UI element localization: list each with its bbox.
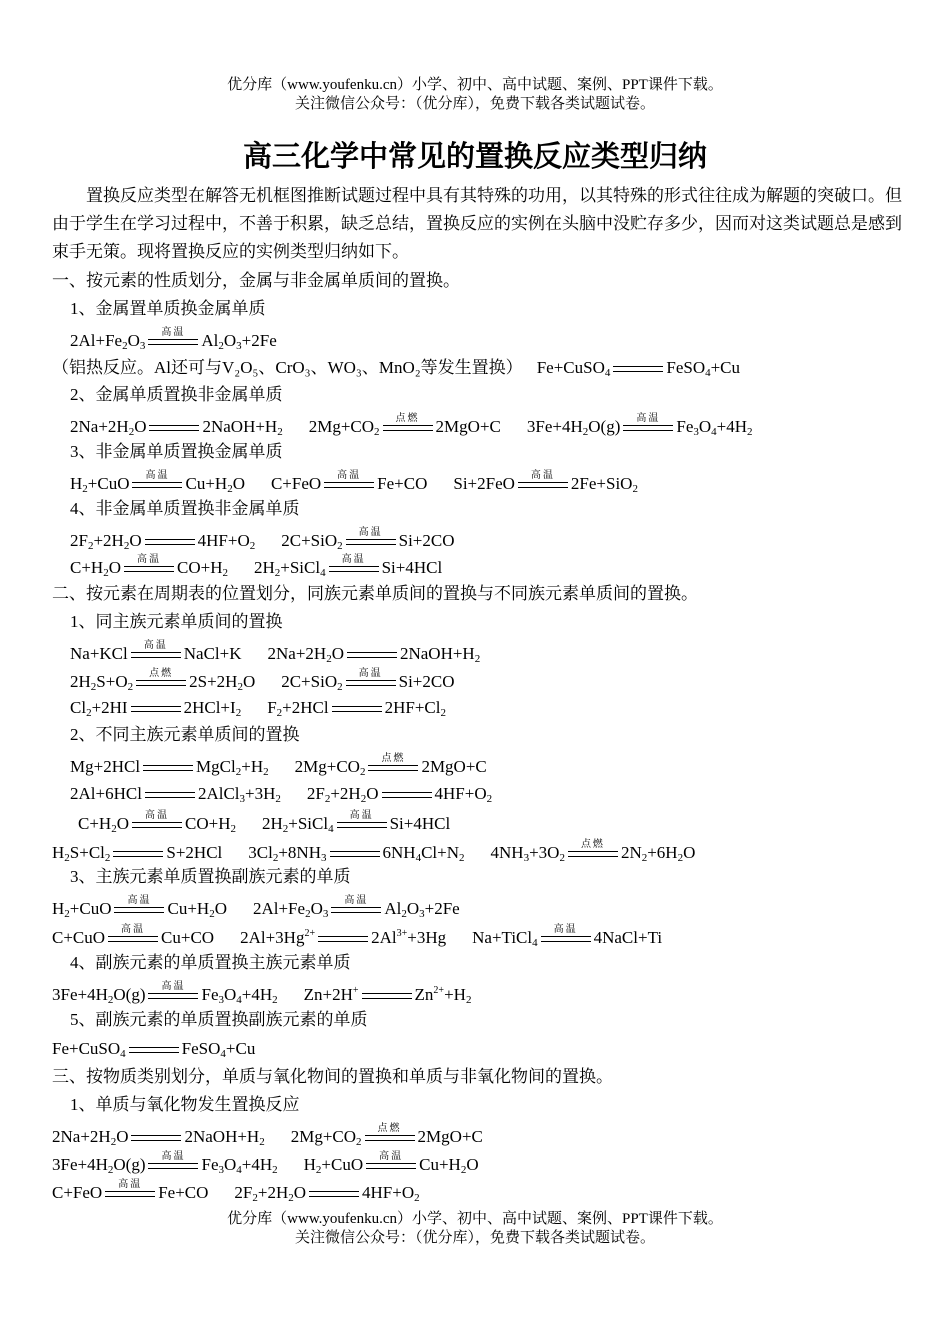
chemical-equation: [70, 668, 256, 693]
equation-products: $2HCl+I_2$: [183, 698, 242, 719]
chemical-equation: [294, 753, 487, 778]
equation-row: [52, 839, 696, 864]
chemical-equation: [268, 643, 481, 665]
chemical-equation: [70, 697, 241, 719]
reaction-condition: 高温: [344, 895, 369, 906]
equation-products: $Cu+H_2O$: [185, 474, 245, 495]
equation-reactants: $F_2+2HCl$: [267, 698, 329, 719]
chemical-equation: [308, 413, 501, 438]
reaction-condition: 高温: [161, 327, 186, 338]
chemical-equation: [52, 1151, 278, 1176]
chemical-equation: [52, 842, 222, 864]
equation-reactants: C+FeO: [52, 1183, 103, 1202]
chemical-equation: [307, 783, 492, 805]
equation-reactants: Fe+CuSO$_4$: [536, 358, 611, 379]
equation-reactants: $2Al+Fe_2O_3$: [70, 331, 146, 352]
equation-products: S+2HCl: [166, 843, 223, 862]
equation-products: $Al_2O_3+2Fe$: [201, 331, 277, 352]
equation-products: FeSO$_4$+Cu: [666, 358, 741, 379]
subsection-heading: 2、不同主族元素单质间的置换: [70, 725, 300, 744]
equation-products: $2NaOH+H_2$: [399, 644, 481, 665]
chemical-equation: [453, 470, 638, 495]
equation-reactants: 2C+SiO$_2$: [281, 672, 343, 693]
equation-products: 2MgO+C: [421, 757, 487, 776]
chemical-equation: [52, 1126, 265, 1148]
equation-products: Si+2CO: [398, 672, 455, 691]
reaction-condition: 高温: [145, 470, 170, 481]
chemical-equation: [234, 1182, 419, 1204]
chemical-equation: [472, 924, 663, 949]
equation-reactants: $2F_2+2H_2O$: [306, 784, 379, 805]
equation-products: 4NaCl+Ti: [593, 928, 663, 947]
equals-sign: [148, 981, 198, 1006]
chemical-equation: [70, 416, 283, 438]
equation-row: [52, 327, 277, 352]
equation-products: $2N_2+6H_2O$: [620, 843, 696, 864]
equals-sign: [309, 1182, 359, 1204]
reaction-condition: 高温: [358, 668, 383, 679]
equation-products: $Zn^{2+}+H_2$: [414, 985, 472, 1006]
equation-products: Si+4HCl: [389, 814, 451, 833]
equals-sign: [329, 554, 379, 579]
equation-products: Si+2CO: [398, 531, 455, 550]
equation-products: FeSO$_4$+Cu: [181, 1039, 256, 1060]
chemical-equation: [52, 1038, 255, 1060]
equation-row: [52, 981, 472, 1006]
equation-products: Fe+CO: [158, 1183, 209, 1202]
equation-reactants: $H_2+CuO$: [303, 1155, 364, 1176]
equals-sign: [366, 1151, 416, 1176]
chemical-equation: [267, 697, 446, 719]
equals-sign: [330, 842, 380, 864]
reaction-condition: 高温: [136, 554, 161, 565]
equation-products: $2AlCl_3+3H_2$: [197, 784, 281, 805]
equation-products: $MgCl_2+H_2$: [196, 757, 269, 778]
reaction-condition: 高温: [143, 640, 168, 651]
equals-sign: [318, 927, 368, 949]
chemical-equation: [252, 895, 460, 920]
chemical-equation: [537, 357, 740, 379]
equals-sign: [131, 697, 181, 719]
subsection-heading: 1、同主族元素单质间的置换: [70, 612, 283, 631]
chemical-equation: [70, 470, 245, 495]
chemical-equation: [248, 842, 464, 864]
subsection-heading: 5、副族元素的单质置换副族元素的单质: [70, 1010, 368, 1029]
equation-reactants: $2F_2+2H_2O$: [234, 1183, 307, 1204]
equation-reactants: $H_2+CuO$: [70, 474, 130, 495]
equation-reactants: $H_2S+Cl_2$: [52, 843, 111, 864]
equation-reactants: $3Fe+4H_2O(g)$: [52, 985, 146, 1006]
equation-reactants: $3Fe+4H_2O(g)$: [526, 417, 621, 438]
footer-line-2: 关注微信公众号：（优分库），免费下载各类试题试卷。: [294, 1230, 655, 1246]
page-title: 高三化学中常见的置换反应类型归纳: [242, 139, 707, 173]
section-2-heading: 二、按元素在周期表的位置划分，同族元素单质间的置换与不同族元素单质间的置换。: [52, 584, 698, 603]
equation-reactants: Fe+CuSO$_4$: [52, 1039, 126, 1060]
equation-reactants: $2Al+Fe_2O_3$: [252, 899, 329, 920]
footer-line-1: 优分库（www.youfenku.cn）小学、初中、高中试题、案例、PPT课件下载。: [227, 1211, 723, 1227]
equals-sign: [623, 413, 673, 438]
equation-products: $Fe_3O_4+4H_2$: [201, 985, 278, 1006]
equation-reactants: $2Na+2H_2O$: [52, 1127, 129, 1148]
equals-sign: [346, 668, 396, 693]
equals-sign: [332, 697, 382, 719]
chemical-equation: [52, 1179, 209, 1204]
reaction-condition: 高温: [144, 810, 169, 821]
chemical-equation: [52, 981, 278, 1006]
equation-products: $Fe_3O_4+4H_2$: [676, 417, 753, 438]
header-line-2: 关注微信公众号：（优分库），免费下载各类试题试卷。: [294, 96, 655, 112]
chemical-equation: [240, 927, 446, 949]
equation-reactants: $2Mg+CO_2$: [308, 417, 380, 438]
equation-products: $4HF+O_2$: [362, 1183, 420, 1204]
reaction-condition: 高温: [530, 470, 555, 481]
chemical-equation: [52, 924, 215, 949]
equation-products: $2Al^{3+}+3Hg$: [371, 928, 447, 947]
equation-row: [52, 783, 492, 805]
equals-sign: [108, 924, 158, 949]
chemical-equation: [526, 413, 753, 438]
equation-row: [52, 527, 455, 552]
reaction-condition: 高温: [118, 1179, 143, 1190]
chemical-equation: [78, 810, 236, 835]
equals-sign: [114, 895, 164, 920]
subsection-heading: 2、金属单质置换非金属单质: [70, 385, 283, 404]
chemical-equation: [270, 470, 428, 495]
equation-row: [52, 554, 443, 579]
reaction-condition: 点燃: [381, 753, 406, 764]
reaction-condition: 点燃: [377, 1123, 402, 1134]
reaction-condition: 高温: [161, 1151, 186, 1162]
subsection-heading: 3、非金属单质置换金属单质: [70, 442, 283, 461]
equation-products: $CO+H_2$: [184, 814, 236, 835]
subsection-heading: 3、主族元素单质置换副族元素的单质: [70, 867, 351, 886]
page-header: [0, 76, 950, 114]
note-text: （铝热反应。Al还可与V₂O₅、CrO₃、WO₃、MnO₂等发生置换）: [52, 358, 523, 377]
reaction-condition: 高温: [341, 554, 366, 565]
chemical-equation: [253, 554, 443, 579]
equals-sign: [324, 470, 374, 495]
equation-reactants: Mg+2HCl: [70, 757, 141, 776]
reaction-condition: 高温: [379, 1151, 404, 1162]
chemical-equation: [70, 783, 281, 805]
equals-sign: [518, 470, 568, 495]
equals-sign: [131, 640, 181, 665]
reaction-condition: 高温: [553, 924, 578, 935]
equation-reactants: $H_2+CuO$: [52, 899, 112, 920]
equation-reactants: C+FeO: [270, 474, 322, 493]
equation-row: [52, 640, 481, 665]
equation-reactants: $2Na+2H_2O$: [70, 417, 147, 438]
chemical-equation: [70, 327, 277, 352]
equation-row: [52, 413, 753, 438]
equals-sign: [331, 895, 381, 920]
equation-reactants: $2F_2+2H_2O$: [70, 531, 142, 552]
equation-reactants: $2Na+2H_2O$: [267, 644, 344, 665]
equation-row: [52, 697, 446, 719]
equation-products: $6NH_4Cl+N_2$: [382, 843, 465, 864]
equation-row: [52, 1151, 479, 1176]
equation-products: $2HF+Cl_2$: [384, 698, 446, 719]
equation-products: $4HF+O_2$: [197, 531, 256, 552]
equation-row: [52, 357, 740, 379]
equals-sign: [149, 416, 199, 438]
subsection-heading: 1、金属置单质换金属单质: [70, 299, 266, 318]
equals-sign: [143, 756, 193, 778]
equals-sign: [148, 327, 198, 352]
equation-reactants: $Cl_2+2HI$: [70, 698, 128, 719]
equation-row: [52, 470, 638, 495]
equation-reactants: Si+2FeO: [453, 474, 515, 493]
equals-sign: [365, 1123, 415, 1148]
equation-products: NaCl+K: [183, 644, 242, 663]
chemical-equation: [281, 668, 455, 693]
equation-reactants: 2Al+6HCl: [70, 784, 142, 803]
equals-sign: [337, 810, 387, 835]
reaction-condition: 点燃: [395, 413, 420, 424]
equation-products: $Cu+H_2O$: [419, 1155, 479, 1176]
header-line-1: 优分库（www.youfenku.cn）小学、初中、高中试题、案例、PPT课件下载。: [227, 77, 723, 93]
equals-sign: [568, 839, 618, 864]
equation-row: [52, 1179, 420, 1204]
chemical-equation: [52, 895, 227, 920]
reaction-condition: 高温: [127, 895, 152, 906]
equation-products: $4HF+O_2$: [434, 784, 493, 805]
reaction-condition: 高温: [161, 981, 186, 992]
reaction-condition: 高温: [358, 527, 383, 538]
equation-row: [52, 810, 451, 835]
equation-row: [52, 924, 663, 949]
equation-reactants: $3Fe+4H_2O(g)$: [52, 1155, 146, 1176]
equation-products: $Fe_3O_4+4H_2$: [201, 1155, 278, 1176]
subsection-heading: 1、单质与氧化物发生置换反应: [70, 1095, 300, 1114]
equation-reactants: $2Mg+CO_2$: [294, 757, 366, 778]
reaction-condition: 高温: [121, 924, 146, 935]
equation-reactants: $4NH_3+3O_2$: [490, 843, 565, 864]
equation-products: Cu+CO: [161, 928, 215, 947]
chemical-equation: [70, 756, 269, 778]
equals-sign: [382, 783, 432, 805]
equation-reactants: $2H_2+SiCl_4$: [261, 814, 334, 835]
equals-sign: [132, 470, 182, 495]
equation-row: [52, 1038, 255, 1060]
chemical-equation: [303, 1151, 479, 1176]
equals-sign: [613, 357, 663, 379]
equation-products: 2MgO+C: [435, 417, 501, 436]
equation-reactants: $2H_2+SiCl_4$: [253, 558, 326, 579]
equation-row: [52, 895, 460, 920]
equation-reactants: $3Cl_2+8NH_3$: [248, 843, 327, 864]
equals-sign: [541, 924, 591, 949]
equals-sign: [129, 1038, 179, 1060]
chemical-equation: [290, 1123, 483, 1148]
equals-sign: [347, 643, 397, 665]
section-1-heading: 一、按元素的性质划分，金属与非金属单质间的置换。: [52, 271, 460, 290]
equals-sign: [383, 413, 433, 438]
equals-sign: [113, 842, 163, 864]
equation-products: 2MgO+C: [417, 1127, 483, 1146]
reaction-condition: 高温: [337, 470, 362, 481]
equation-reactants: $C+H_2O$: [78, 814, 129, 835]
equation-products: Fe+CO: [377, 474, 428, 493]
equation-reactants: Na+TiCl$_4$: [472, 928, 538, 949]
equation-reactants: Zn+2H+: [303, 985, 359, 1004]
reaction-condition: 点燃: [149, 668, 174, 679]
equation-products: $CO+H_2$: [176, 558, 228, 579]
subsection-heading: 4、副族元素的单质置换主族元素单质: [70, 953, 351, 972]
chemical-equation: [304, 984, 472, 1006]
equals-sign: [132, 810, 182, 835]
reaction-condition: 高温: [636, 413, 661, 424]
equals-sign: [124, 554, 174, 579]
equals-sign: [131, 1126, 181, 1148]
equation-products: $Al_2O_3+2Fe$: [384, 899, 460, 920]
chemical-equation: [70, 640, 242, 665]
reaction-condition: 点燃: [580, 839, 605, 850]
equals-sign: [145, 783, 195, 805]
equation-row: [52, 668, 455, 693]
chemical-equation: [261, 810, 451, 835]
equals-sign: [362, 984, 412, 1006]
equation-reactants: $C+H_2O$: [70, 558, 121, 579]
equation-reactants: C+CuO: [52, 928, 106, 947]
equation-products: $2NaOH+H_2$: [202, 417, 283, 438]
equals-sign: [136, 668, 186, 693]
equation-reactants: $2Al+3Hg^{2+}$: [240, 928, 316, 947]
equation-row: [52, 1123, 483, 1148]
equation-products: Si+4HCl: [381, 558, 443, 577]
equation-reactants: $2H_2S+O_2$: [70, 672, 134, 693]
equation-products: $Cu+H_2O$: [167, 899, 227, 920]
reaction-condition: 高温: [349, 810, 374, 821]
subsection-heading: 4、非金属单质置换非金属单质: [70, 499, 300, 518]
page-footer: [0, 1210, 950, 1248]
chemical-equation: [490, 839, 696, 864]
equation-reactants: Na+KCl: [70, 644, 128, 663]
equation-row: [52, 753, 487, 778]
section-3-heading: 三、按物质类别划分，单质与氧化物间的置换和单质与非氧化物间的置换。: [52, 1067, 613, 1086]
equation-products: 2Fe+SiO$_2$: [570, 474, 638, 495]
equation-reactants: 2C+SiO$_2$: [281, 531, 343, 552]
equation-products: $2NaOH+H_2$: [184, 1127, 265, 1148]
equals-sign: [105, 1179, 155, 1204]
equals-sign: [148, 1151, 198, 1176]
chemical-equation: [70, 554, 228, 579]
equation-reactants: $2Mg+CO_2$: [290, 1127, 362, 1148]
equals-sign: [368, 753, 418, 778]
equation-products: $2S+2H_2O$: [189, 672, 256, 693]
intro-paragraph: 置换反应类型在解答无机框图推断试题过程中具有其特殊的功用，以其特殊的形式往往成为解题的突破口。但由于学生在学习过程中，不善于积累，缺乏总结，置换反应的实例在头脑中没贮存多少，因而对这类试题总是感到束手无策。现将置换反应的实例类型归纳如下。: [52, 186, 902, 261]
